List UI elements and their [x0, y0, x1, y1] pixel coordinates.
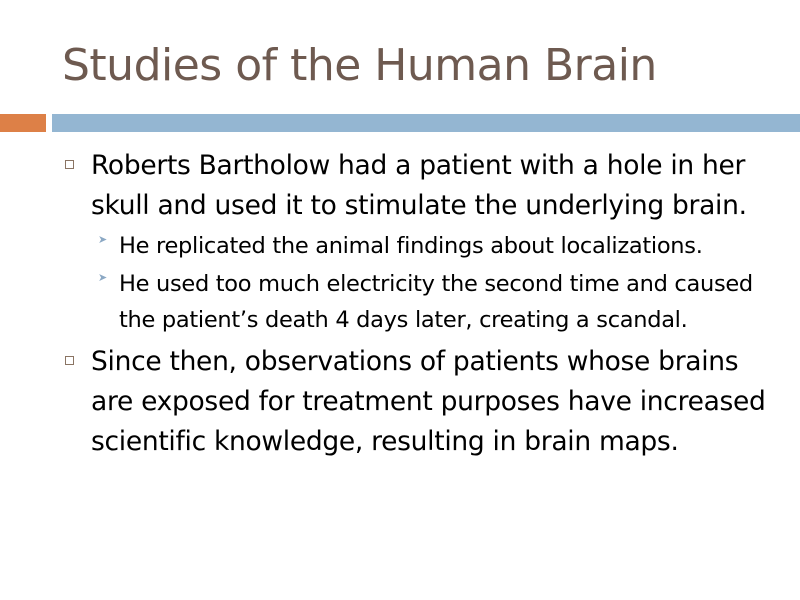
- arrow-bullet-icon: ➤: [98, 271, 107, 284]
- sub-bullet-item: [91, 266, 782, 338]
- arrow-bullet-icon: ➤: [98, 233, 107, 246]
- square-bullet-icon: [65, 356, 74, 365]
- bullet-item: [62, 146, 782, 226]
- sub-bullet-text: He replicated the animal findings about localizations.: [119, 233, 703, 259]
- sub-bullet-item: [91, 228, 782, 264]
- square-bullet-icon: [65, 160, 74, 169]
- sub-bullet-text: He used too much electricity the second time and caused the patient’s death 4 days later, creating a scandal.: [119, 271, 753, 333]
- bullet-item: [62, 342, 782, 462]
- title-divider-bar: [52, 114, 800, 132]
- title-accent-bar: [0, 114, 46, 132]
- slide-body: [62, 146, 782, 464]
- bullet-text: Roberts Bartholow had a patient with a hole in her skull and used it to stimulate the underlying brain.: [91, 150, 747, 221]
- bullet-text: Since then, observations of patients whose brains are exposed for treatment purposes have increased scientific knowledge, resulting in brain maps.: [91, 346, 766, 457]
- slide-title: Studies of the Human Brain: [62, 40, 657, 91]
